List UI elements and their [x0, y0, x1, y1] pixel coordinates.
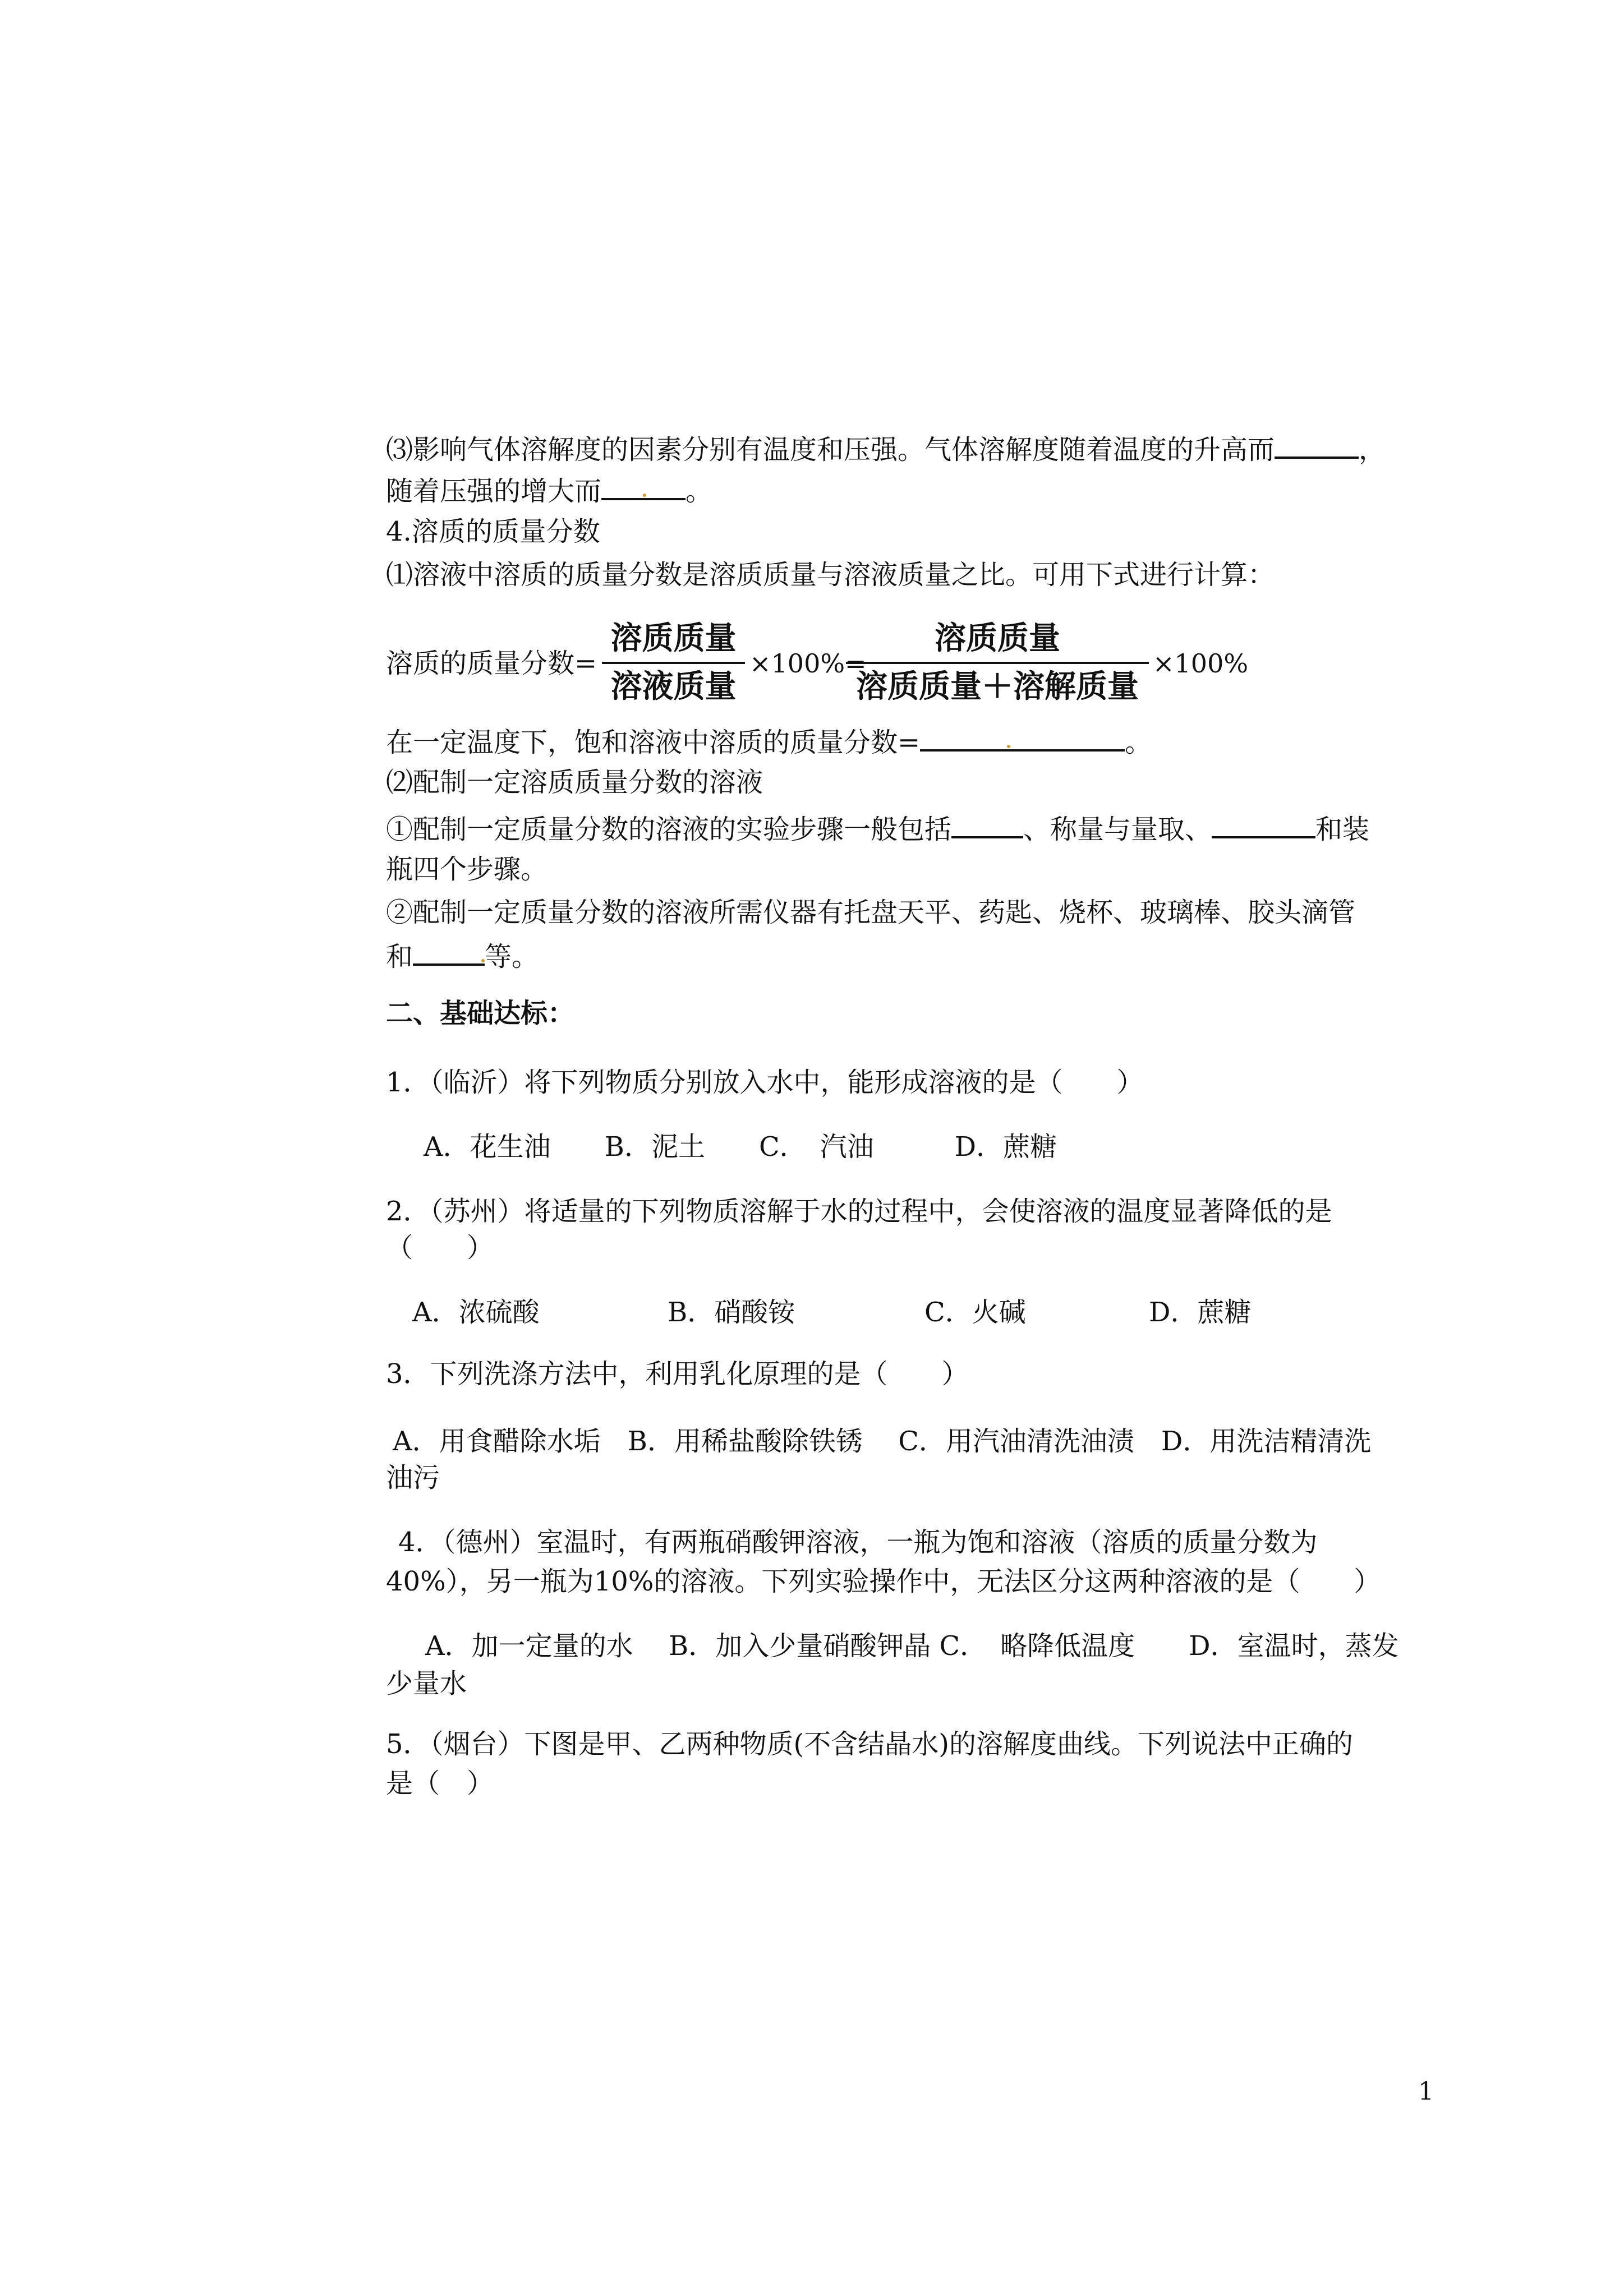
fraction-numerator: 溶质质量	[610, 620, 737, 657]
text-span: 。	[686, 476, 713, 507]
text-span: ①配制一定质量分数的溶液的实验步骤一般包括	[386, 814, 952, 845]
text-span: 随着压强的增大而	[386, 476, 602, 507]
text-line	[386, 810, 1369, 846]
section-heading: 4.溶质的质量分数	[386, 516, 600, 547]
question-2-option-c: C．火碱	[924, 1297, 1026, 1328]
mass-fraction-formula	[386, 611, 1508, 723]
question-4-stem-cont: 40%），另一瓶为10%的溶液。下列实验操作中，无法区分这两种溶液的是（ ）	[386, 1566, 1381, 1597]
text-line	[386, 723, 1152, 759]
page-number: 1	[1418, 2077, 1434, 2106]
text-span: 等。	[485, 941, 539, 972]
fill-blank[interactable]	[920, 723, 1125, 751]
fill-blank[interactable]	[951, 810, 1023, 838]
fraction-denominator: 溶液质量	[610, 668, 737, 705]
fraction-numerator: 溶质质量	[935, 620, 1060, 657]
text-span: 和	[386, 941, 413, 972]
question-2-option-b: B．硝酸铵	[668, 1297, 795, 1328]
question-2-option-d: D．蔗糖	[1149, 1297, 1252, 1328]
question-2-stem-cont: （ ）	[386, 1232, 494, 1264]
text-line	[386, 938, 539, 974]
question-2-stem: 2．（苏州）将适量的下列物质溶解于水的过程中，会使溶液的温度显著降低的是	[386, 1196, 1332, 1227]
text-span: 和装	[1315, 814, 1370, 845]
multiply-100-label: ×100%=	[749, 648, 867, 679]
mark-dot	[1007, 745, 1010, 748]
text-line	[386, 472, 712, 508]
text-span: ⑶影响气体溶解度的因素分别有温度和压强。气体溶解度随着温度的升高而	[386, 434, 1275, 465]
fill-blank[interactable]	[601, 472, 686, 500]
question-3-options: A．用食醋除水垢 B．用稀盐酸除铁锈 C．用汽油清洗油渍 D．用洗洁精清洗	[393, 1426, 1372, 1457]
multiply-100-label: ×100%	[1153, 648, 1249, 679]
question-3-options-cont: 油污	[386, 1462, 440, 1493]
text-line: 瓶四个步骤。	[386, 854, 548, 885]
fraction-denominator: 溶质质量＋溶解质量	[856, 668, 1139, 705]
question-4-options: A．加一定量的水 B．加入少量硝酸钾晶 C． 略降低温度 D．室温时，蒸发	[425, 1630, 1399, 1662]
question-3-stem: 3．下列洗涤方法中，利用乳化原理的是（ ）	[386, 1358, 969, 1390]
text-line: ⑴溶液中溶质的质量分数是溶质质量与溶液质量之比。可用下式进行计算：	[386, 559, 1275, 591]
fill-blank[interactable]	[1275, 431, 1359, 459]
fill-blank[interactable]	[1212, 810, 1315, 838]
mark-dot	[481, 959, 485, 962]
fraction-bar	[846, 662, 1149, 664]
text-line: ②配制一定质量分数的溶液所需仪器有托盘天平、药匙、烧杯、玻璃棒、胶头滴管	[386, 897, 1356, 928]
question-4-stem: 4．（德州）室温时，有两瓶硝酸钾溶液，一瓶为饱和溶液（溶质的质量分数为	[398, 1527, 1318, 1558]
fraction-bar	[602, 662, 745, 664]
text-span: ，	[1359, 434, 1386, 465]
question-1-stem: 1．（临沂）将下列物质分别放入水中，能形成溶液的是（ ）	[386, 1067, 1144, 1098]
question-2-option-a: A．浓硫酸	[412, 1297, 540, 1328]
section-title: 二、基础达标：	[386, 998, 575, 1029]
question-1-options: A．花生油 B．泥土 C． 汽油 D．蔗糖	[424, 1131, 1057, 1163]
text-span: 在一定温度下，饱和溶液中溶质的质量分数=	[386, 727, 921, 758]
text-line	[386, 431, 1386, 467]
formula-label: 溶质的质量分数=	[386, 648, 597, 679]
fill-blank[interactable]	[413, 938, 485, 966]
text-line: ⑵配制一定溶质质量分数的溶液	[386, 767, 763, 798]
text-span: 。	[1125, 727, 1152, 758]
mark-dot	[643, 494, 646, 497]
text-span: 、称量与量取、	[1023, 814, 1212, 845]
question-4-options-cont: 少量水	[386, 1668, 467, 1699]
question-5-stem-cont: 是（ ）	[386, 1768, 494, 1799]
question-5-stem: 5．（烟台）下图是甲、乙两种物质(不含结晶水)的溶解度曲线。下列说法中正确的	[386, 1728, 1353, 1760]
